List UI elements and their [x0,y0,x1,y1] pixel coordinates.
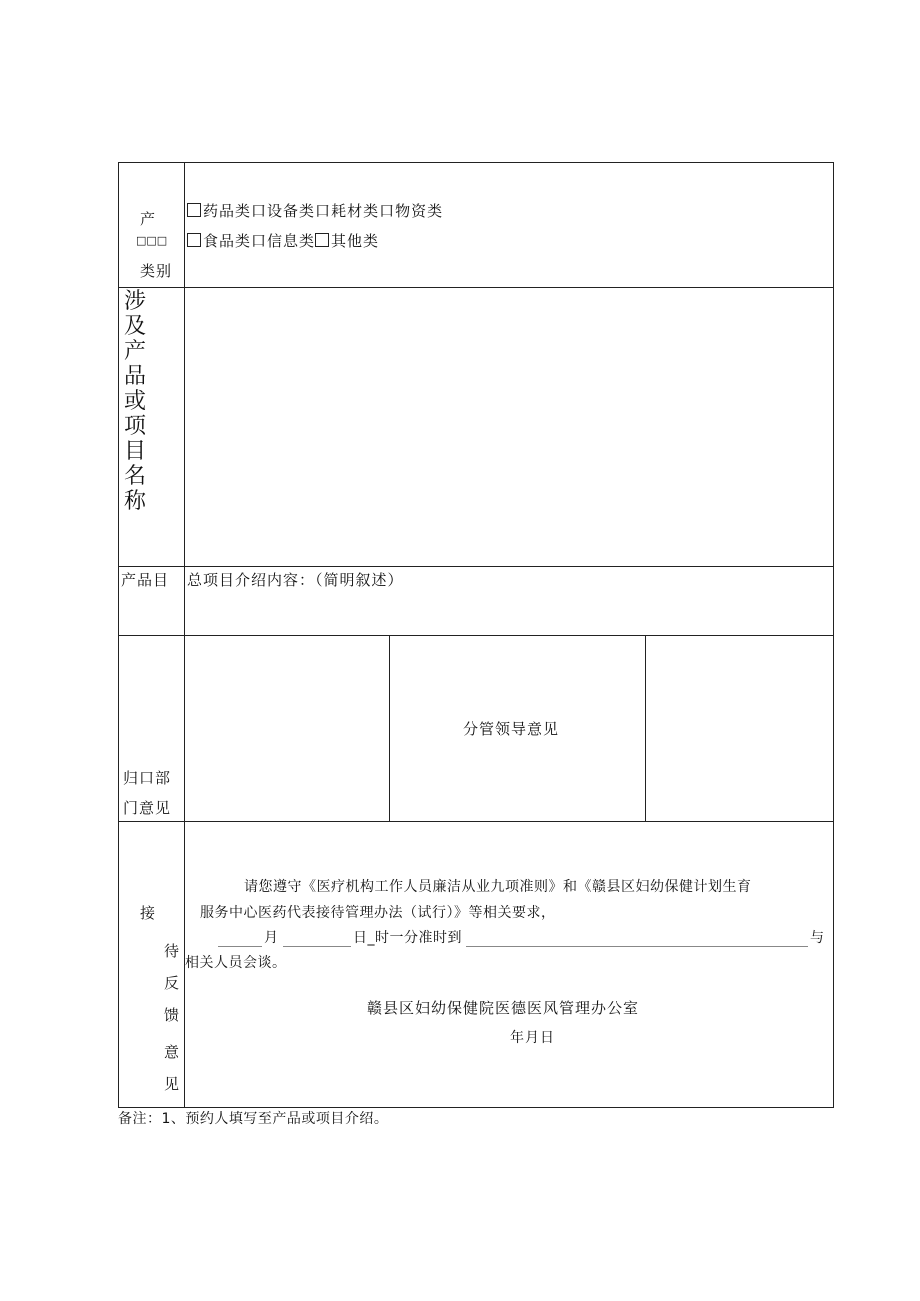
product-name-label-9: 称 [124,489,147,514]
checkbox-drug[interactable] [187,203,201,217]
row-divider [118,635,834,636]
product-name-label-3: 产 [124,339,147,364]
checkbox-equipment[interactable]: 口 [251,202,268,220]
month-blank[interactable] [218,946,262,947]
category-options-row1 [187,202,443,220]
checkbox-other[interactable] [315,233,329,247]
product-name-label-4: 品 [124,364,147,389]
checkbox-food[interactable] [187,233,201,247]
option-other: 其他类 [331,232,380,250]
feedback-paragraph-line2: 服务中心医药代表接待管理办法（试行）》等相关要求， [200,905,556,921]
day-blank[interactable] [283,946,351,947]
product-intro-text[interactable]: 总项目介绍内容：（简明叙述） [187,571,404,589]
option-consumables: 耗材类 [331,202,380,220]
row-divider [118,287,834,288]
row-divider [118,566,834,567]
checkbox-information[interactable]: 口 [251,232,268,250]
product-name-label-5: 或 [124,389,147,414]
opinion-cell-divider [389,635,390,821]
option-food: 食品类 [203,232,252,250]
with-label: 与 [810,930,825,946]
footnote: 备注：1、预约人填写至产品或项目介绍。 [118,1111,389,1127]
feedback-label-4: 馈 [164,1006,181,1024]
feedback-label-6: 见 [164,1075,181,1093]
feedback-paragraph-line4: 相关人员会谈。 [185,955,287,971]
table-border-bottom [118,1107,834,1108]
checkbox-supplies[interactable]: 口 [379,202,396,220]
product-name-label-2: 及 [124,314,147,339]
option-supplies: 物资类 [395,202,444,220]
month-label: 月 [264,930,279,946]
checkbox-consumables[interactable]: 口 [315,202,332,220]
office-signature: 赣县区妇幼保健院医德医风管理办公室 [367,999,640,1017]
category-options-row2 [187,232,379,250]
table-border-left [118,162,119,1108]
product-intro-label: 产品目 [121,571,170,589]
product-name-label-8: 名 [124,464,147,489]
row-divider [118,821,834,822]
table-border-right [833,162,834,1108]
opinion-cell-divider [645,635,646,821]
reception-form [118,162,834,1108]
feedback-label-2: 待 [164,942,181,960]
table-border-top [118,162,834,163]
feedback-label-1: 接 [140,904,157,922]
location-blank[interactable] [466,946,808,947]
dept-opinion-label-1: 归口部 [123,769,172,787]
feedback-label-3: 反 [164,974,181,992]
dept-opinion-label-2: 门意见 [123,799,172,817]
feedback-label-5: 意 [164,1043,181,1061]
day-time-label: 日_时一分准时到 [353,930,462,946]
category-label-top: 产 [140,210,157,228]
option-information: 信息类 [267,232,316,250]
option-drug: 药品类 [203,202,252,220]
category-label-mid: □□□ [136,234,168,247]
product-name-label-7: 目 [124,439,147,464]
signature-date: 年月日 [510,1030,555,1046]
product-name-label-6: 项 [124,414,147,439]
leader-opinion-label: 分管领导意见 [463,720,560,738]
product-name-label-1: 涉 [124,289,147,314]
feedback-paragraph-line1: 请您遵守《医疗机构工作人员廉洁从业九项准则》和《赣县区妇幼保健计划生育 [244,879,752,895]
option-equipment: 设备类 [267,202,316,220]
category-label-bottom: 类别 [140,262,173,280]
